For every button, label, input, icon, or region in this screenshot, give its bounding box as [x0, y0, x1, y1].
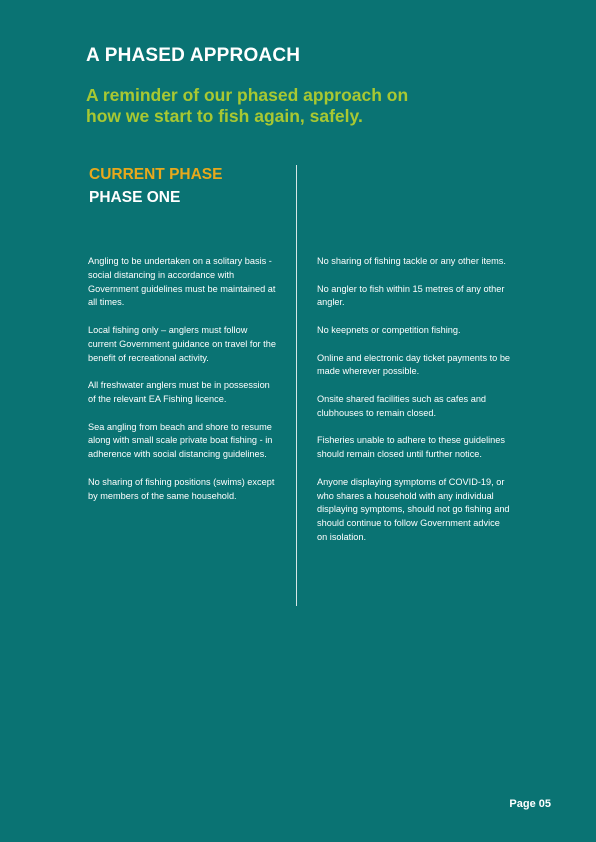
page-title: A PHASED APPROACH — [86, 45, 301, 66]
guideline-paragraph: Anyone displaying symptoms of COVID-19, or who shares a household with any individual displaying symptoms, should not go fishing and should continue to follow Government advice on isolation. — [317, 476, 510, 542]
column-divider — [296, 165, 297, 606]
guideline-paragraph: Onsite shared facilities such as cafes and clubhouses to remain closed. — [317, 393, 487, 418]
current-phase-label: CURRENT PHASE — [89, 166, 223, 183]
phase-name: PHASE ONE — [89, 189, 181, 206]
guideline-paragraph: Local fishing only – anglers must follow current Government guidance on travel for the benefit of recreational activity. — [88, 324, 276, 363]
guideline-paragraph: No angler to fish within 15 metres of any other angler. — [317, 283, 505, 308]
page-number: Page 05 — [509, 798, 551, 810]
left-column — [88, 255, 278, 517]
guideline-paragraph: No keepnets or competition fishing. — [317, 324, 461, 335]
guideline-paragraph: No sharing of fishing tackle or any other items. — [317, 256, 506, 266]
right-column — [317, 255, 512, 559]
guideline-paragraph: Sea angling from beach and shore to resume along with small scale private boat fishing - in adherence with social distancing guidelines. — [88, 421, 273, 460]
page-subtitle: A reminder of our phased approach on how we start to fish again, safely. — [86, 85, 409, 126]
guideline-paragraph: Fisheries unable to adhere to these guidelines should remain closed until further notice. — [317, 435, 505, 460]
guideline-paragraph: All freshwater anglers must be in possession of the relevant EA Fishing licence. — [88, 380, 270, 404]
guideline-paragraph: No sharing of fishing positions (swims) except by members of the same household. — [88, 476, 275, 501]
guideline-paragraph: Angling to be undertaken on a solitary basis - social distancing in accordance with Government guidelines must be maintained at all times. — [88, 256, 276, 308]
guideline-paragraph: Online and electronic day ticket payments to be made wherever possible. — [317, 352, 511, 377]
